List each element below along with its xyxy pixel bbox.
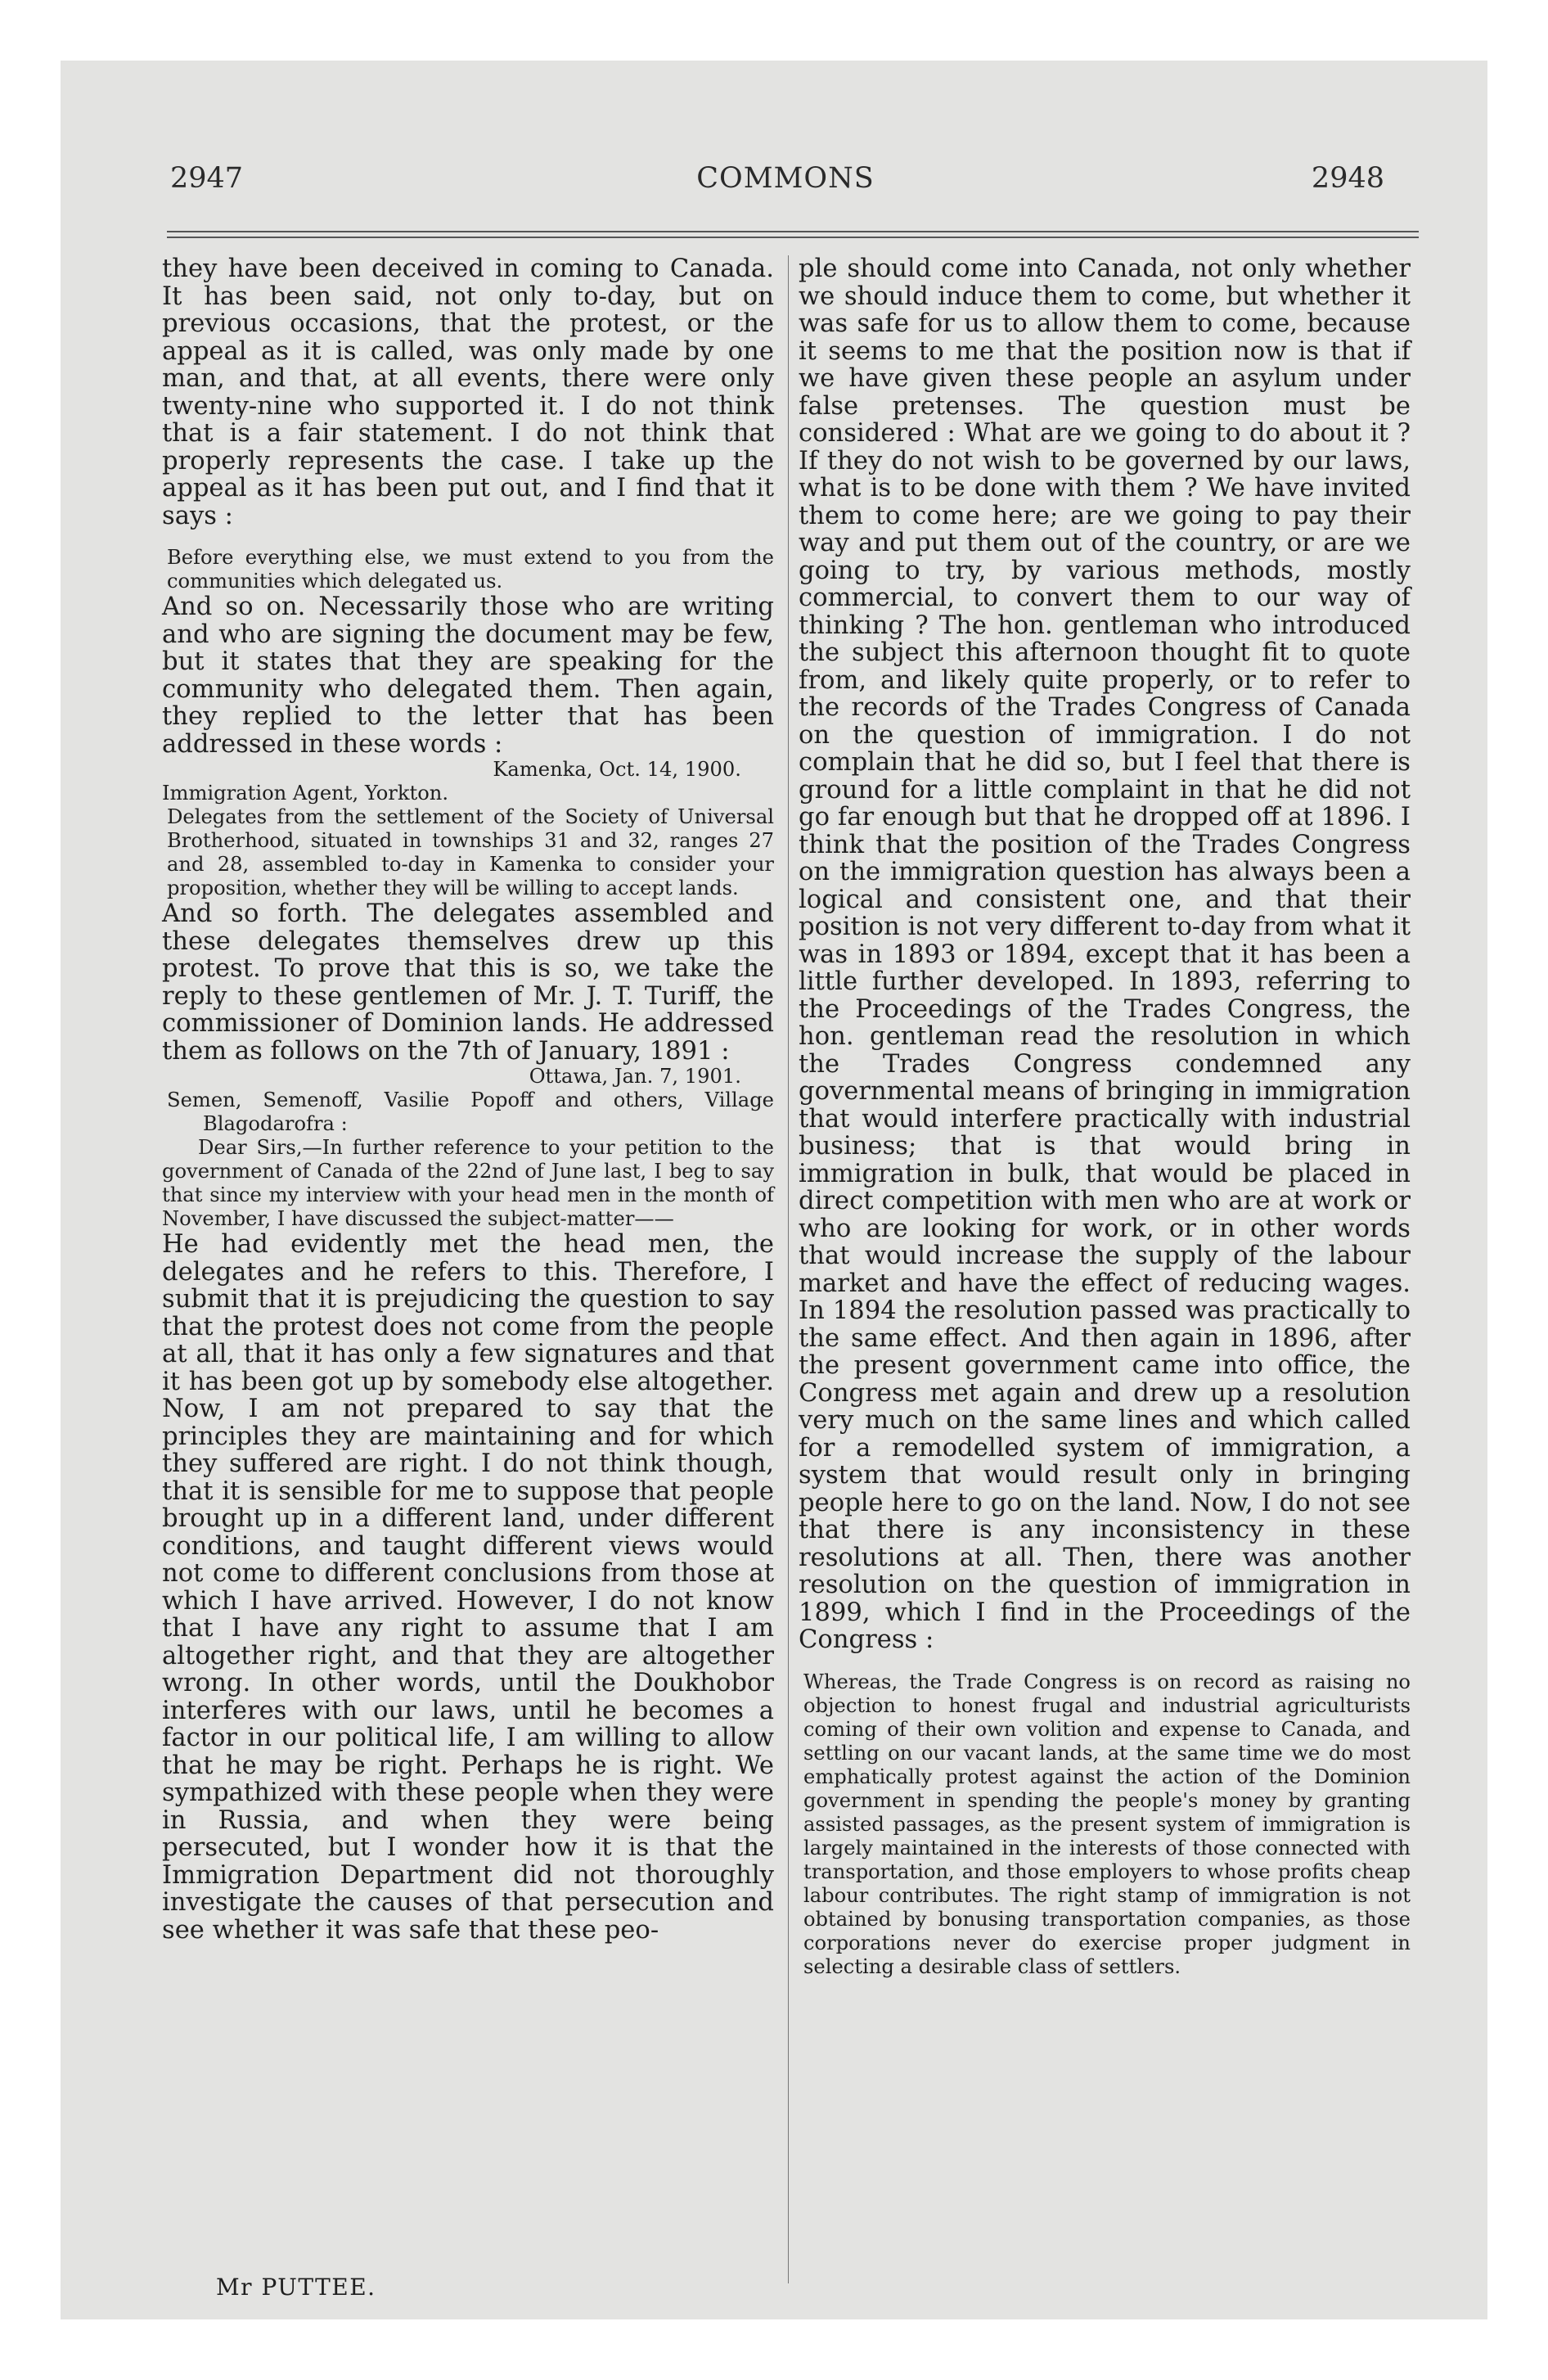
letter-body: Delegates from the settlement of the Society of Universal Brotherhood, situated in townships 31 and 32, ranges 27 and 28, assembled to-day in Kamenka to consider your proposition, whether they will be willing to accept lands. xyxy=(167,805,774,899)
page-header xyxy=(162,156,1409,205)
letter-address: Immigration Agent, Yorkton. xyxy=(162,782,449,805)
right-paragraph-1: ple should come into Canada, not only whether we should induce them to come, but whether it was safe for us to allow them to come, because it seems to me that the position now is that if we have given these people an asylum under false pretenses. The question must be considered : What are we going to do about it ? If they do not wish to be governed by our laws, what is to be done with them ? We have invited them to come here; are we going to pay their way and put them out of the country, or are we going to try, by various methods, mostly commercial, to convert them to our way of thinking ? The hon. gentleman who introduced the subject this afternoon thought fit to quote from, and likely quite properly, or to refer to the records of the Trades Congress of Canada on the question of immigration. I do not complain that he did so, but I feel that there is ground for a little complaint in that he did not go far enough but that he dropped off at 1896. I think that the position of the Trades Congress on the immigration question has always been a logical and consistent one, and that their position is not very different to-day from what it was in 1893 or 1894, except that it has been a little further developed. In 1893, referring to the Proceedings of the Trades Congress, the hon. gentleman read the resolution in which the Trades Congress condemned any governmental means of bringing in immigration that would interfere practically with industrial business; that is that would bring in immigration in bulk, that would be placed in direct competition with men who are at work or who are looking for work, or in other words that would increase the supply of the labour market and have the effect of reducing wages. In 1894 the resolution passed was practically to the same effect. And then again in 1896, after the present government came into office, the Congress met again and drew up a resolution very much on the same lines and which called for a remodelled system of immigration, a system that would result only in bringing people here to go on the land. Now, I do not see that there is any inconsistency in these resolutions at all. Then, there was another resolution on the question of immigration in 1899, which I find in the Proceedings of the Congress : xyxy=(799,255,1411,1654)
left-page-number: 2947 xyxy=(170,162,244,195)
column-divider xyxy=(788,255,789,2283)
congress-resolution-quote: Whereas, the Trade Congress is on record as raising no objection to honest frugal and industrial agriculturists coming of their own volition and expense to Canada, and settling on our vacant lands, at the same time we do most emphatically protest against the action of the Dominion government in spending the people's money by granting assisted passages, as the present system of immigration is largely maintained in the interests of those connected with transportation, and those employers to whose profits cheap labour contributes. The right stamp of immigration is not obtained by bonusing transportation companies, as those corporations never do exercise proper judgment in selecting a desirable class of settlers. xyxy=(803,1670,1411,1978)
left-paragraph-4: He had evidently met the head men, the delegates and he refers to this. Therefore, I submit that it is prejudicing the question to say that the protest does not come from the people at all, that it has only a few signatures and that it has been got up by somebody else altogether. Now, I am not prepared to say that the principles they are maintaining and for which they suffered are right. I do not think though, that it is sensible for me to suppose that people brought up in a different land, under different conditions, and taught different views would not come to different conclusions from those at which I have arrived. However, I do not know that I have any right to assume that I am altogether right, and that they are altogether wrong. In other words, until the Doukhobor interferes with our laws, until he becomes a factor in our political life, I am willing to allow that he may be right. Perhaps he is right. We sympathized with these people when they were in Russia, and when they were being persecuted, but I wonder how it is that the Immigration Department did not thoroughly investigate the causes of that persecution and see whether it was safe that these peo- xyxy=(162,1230,774,1945)
hansard-page xyxy=(162,156,1411,2301)
speaker-footer: Mr PUTTEE. xyxy=(216,2274,376,2301)
right-column xyxy=(799,255,1411,1979)
letter-dateline: Ottawa, Jan. 7, 1901. xyxy=(529,1065,741,1088)
header-double-rule xyxy=(167,231,1419,242)
right-page-number: 2948 xyxy=(1311,162,1384,195)
left-paragraph-2: And so on. Necessarily those who are writing and who are signing the document may be few, but it states that they are speaking for the community who delegated them. Then again, they replied to the letter that has been addressed in these words : xyxy=(162,593,774,759)
quoted-appeal: Before everything else, we must extend to you from the communities which delegated us. xyxy=(167,546,774,593)
page-title: COMMONS xyxy=(696,162,875,195)
letter-body: Dear Sirs,—In further reference to your petition to the government of Canada of the 22nd of June last, I beg to say that since my interview with your head men in the month of November, I have discussed the subject-matter—— xyxy=(162,1136,774,1230)
letter-address: Semen, Semenoff, Vasilie Popoff and others, Village Blagodarofra : xyxy=(167,1089,774,1135)
left-column xyxy=(162,255,774,1944)
letter-dateline: Kamenka, Oct. 14, 1900. xyxy=(493,758,741,781)
left-paragraph-3: And so forth. The delegates assembled and these delegates themselves drew up this protest. To prove that this is so, we take the reply to these gentlemen of Mr. J. T. Turiff, the commissioner of Dominion lands. He addressed them as follows on the 7th of January, 1891 : xyxy=(162,899,774,1066)
left-paragraph-1: they have been deceived in coming to Canada. It has been said, not only to-day, but on previous occasions, that the protest, or the appeal as it is called, was only made by one man, and that, at all events, there were only twenty-nine who supported it. I do not think that is a fair statement. I do not think that properly represents the case. I take up the appeal as it has been put out, and I find that it says : xyxy=(162,255,774,530)
